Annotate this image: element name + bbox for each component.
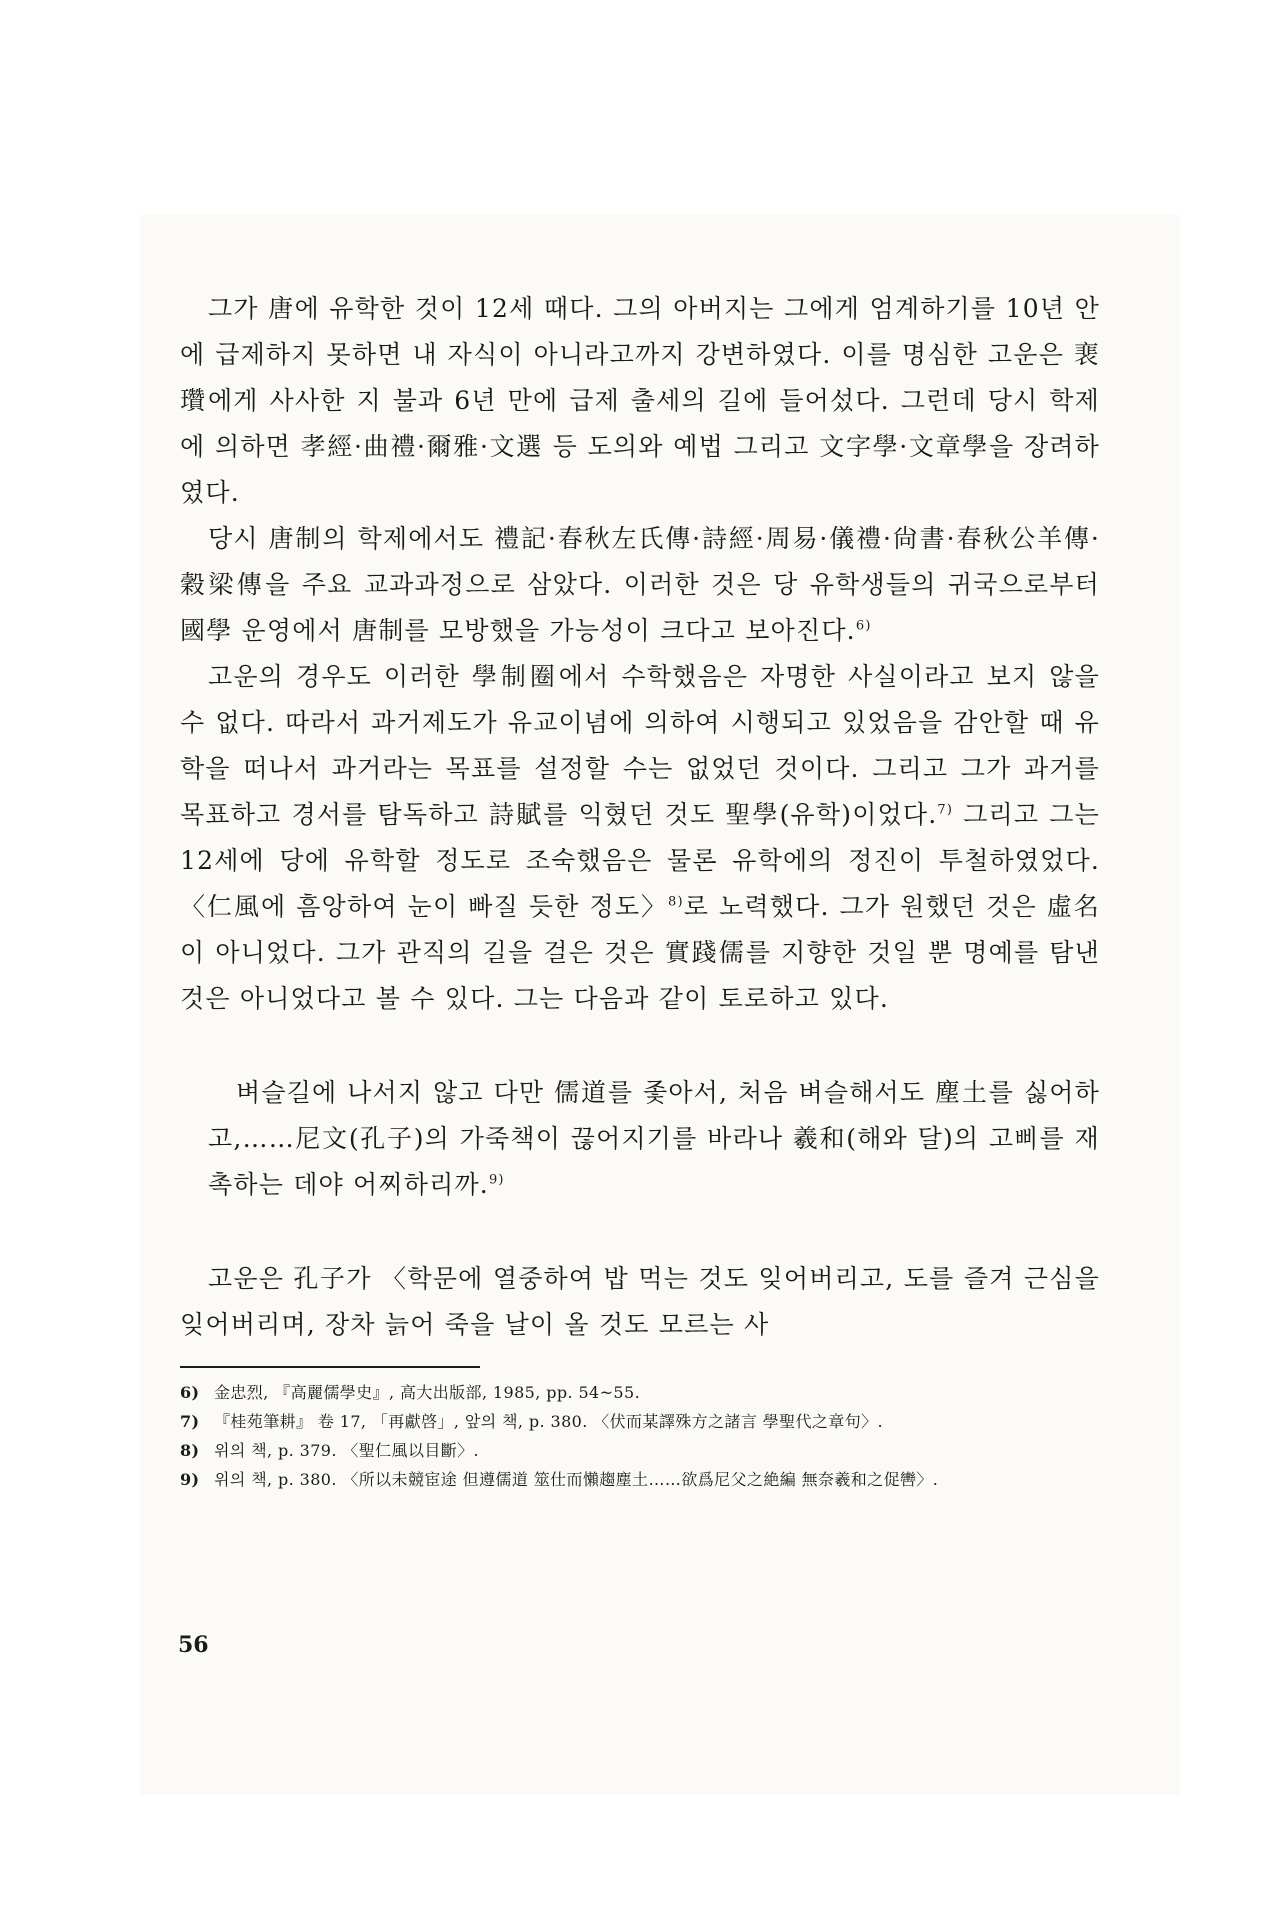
footnote-ref-6[interactable]: 6): [855, 618, 872, 634]
paragraph-closing: 고운은 孔子가 〈학문에 열중하여 밥 먹는 것도 잊어버리고, 도를 즐겨 근심을 잊어버리며, 장차 늙어 죽을 날이 올 것도 모르는 사: [180, 1264, 1100, 1339]
footnote-8: 8) 위의 책, p. 379. 〈聖仁風以目斷〉.: [180, 1441, 480, 1460]
footnote-divider: [180, 1366, 480, 1368]
main-text: [180, 286, 1100, 1022]
document-body: [180, 286, 1100, 1494]
paragraph-3: 고운의 경우도 이러한 學制圈에서 수학했음은 자명한 사실이라고 보지 않을 수 없다. 따라서 과거제도가 유교이념에 의하여 시행되고 있었음을 감안할 때 유학을 떠나서 과거라는 목표를 설정할 수는 없었던 것이다. 그리고 그가 과거를 목표하고 경서를 탐독하고 詩賦를 익혔던 것도 聖學(유학)이었다.$^{7)}$ 그리고 그는 12세에 당에 유학할 정도로 조숙했음은 물론 유학에의 정진이 투철하였었다. 〈仁風에 흠앙하여 눈이 빠질 듯한 정도〉$^{8)}$로 노력했다. 그가 원했던 것은 虛名이 아니었다. 그가 관직의 길을 걸은 것은 實踐儒를 지향한 것일 뿐 명예를 탐낸 것은 아니었다고 볼 수 있다. 그는 다음과 같이 토로하고 있다.: [180, 662, 1100, 1013]
footnotes: [180, 1378, 1100, 1494]
page-number: 56: [178, 1632, 209, 1658]
paragraph-1: 그가 唐에 유학한 것이 12세 때다. 그의 아버지는 그에게 엄계하기를 10년 안에 급제하지 못하면 내 자식이 아니라고까지 강변하였다. 이를 명심한 고운은 裵瓚에게 사사한 지 불과 6년 만에 급제 출세의 길에 들어섰다. 그런데 당시 학제에 의하면 孝經·曲禮·爾雅·文選 등 도의와 예법 그리고 文字學·文章學을 장려하였다.: [180, 294, 1100, 507]
footnote-ref-8[interactable]: 8): [668, 894, 684, 910]
footnote-9: 9) 위의 책, p. 380. 〈所以未競宦途 但遵儒道 筮仕而懶趨塵土……欲爲尼父之絶編 無奈羲和之促轡〉.: [180, 1470, 939, 1489]
paragraph-2: 당시 唐制의 학제에서도 禮記·春秋左氏傳·詩經·周易·儀禮·尙書·春秋公羊傳·穀梁傳을 주요 교과과정으로 삼았다. 이러한 것은 당 유학생들의 귀국으로부터 國學 운영에서 唐制를 모방했을 가능성이 크다고 보아진다.$^{6)}$: [180, 524, 1100, 645]
footnote-ref-7[interactable]: 7): [937, 802, 954, 818]
footnote-7: 7) 『桂苑筆耕』 卷 17, 「再獻啓」, 앞의 책, p. 380. 〈伏而某譯殊方之諸言 學聖代之章句〉.: [180, 1412, 883, 1431]
footnote-ref-9[interactable]: 9): [488, 1172, 505, 1188]
closing-text: [180, 1256, 1100, 1348]
block-quote: 벼슬길에 나서지 않고 다만 儒道를 좇아서, 처음 벼슬해서도 塵土를 싫어하고,……尼文(孔子)의 가죽책이 끊어지기를 바라나 羲和(해와 달)의 고삐를 재촉하는 데야 어찌하리까.$^{9)}$: [208, 1078, 1100, 1199]
footnote-6: 6) 金忠烈, 『高麗儒學史』, 高大出版部, 1985, pp. 54~55.: [180, 1383, 641, 1402]
